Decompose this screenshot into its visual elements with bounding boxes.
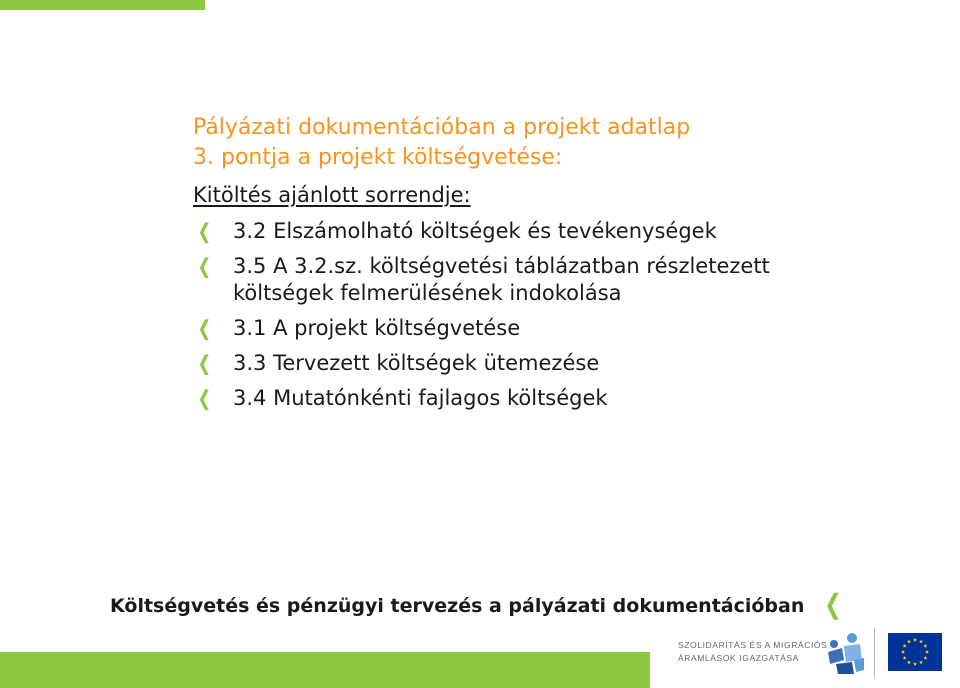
list-item	[193, 253, 833, 307]
list-item	[193, 218, 833, 245]
list-item	[193, 315, 833, 342]
slide-title-line-1: Pályázati dokumentációban a projekt adatlap	[193, 115, 691, 140]
list-item-text: 3.5 A 3.2.sz. költségvetési táblázatban részletezett költségek felmerülésének indokolása	[233, 254, 770, 305]
slide-title	[193, 113, 690, 173]
footer-divider	[874, 628, 875, 678]
list-item	[193, 350, 833, 377]
list-item-text: 3.3 Tervezett költségek ütemezése	[233, 351, 600, 375]
footer-title: Költségvetés és pénzügyi tervezés a pályázati dokumentációban	[110, 595, 805, 617]
list-item-text: 3.2 Elszámolható költségek és tevékenységek	[233, 219, 717, 243]
chevron-left-icon: ❬	[196, 316, 213, 340]
agency-logo-text	[678, 639, 827, 665]
slide-title-line-2: 3. pontja a projekt költségvetése:	[193, 145, 563, 170]
chevron-left-icon: ❬	[196, 386, 213, 410]
chevron-left-icon: ❬	[196, 219, 213, 243]
list-item	[193, 385, 833, 412]
agency-logo-text-line-2: ÁRAMLÁSOK IGAZGATÁSA	[678, 653, 799, 663]
chevron-left-icon: ❬	[196, 351, 213, 375]
top-left-accent-stripe	[0, 0, 205, 10]
bottom-accent-bar	[0, 652, 650, 688]
list-item-text: 3.4 Mutatónkénti fajlagos költségek	[233, 386, 608, 410]
item-list	[193, 218, 833, 412]
slide-subtitle: Kitöltés ajánlott sorrendje:	[193, 183, 471, 207]
list-item-text: 3.1 A projekt költségvetése	[233, 316, 521, 340]
migration-agency-logo-icon	[822, 630, 868, 676]
chevron-left-icon: ❬	[822, 590, 844, 620]
agency-logo-text-line-1: SZOLIDARITÁS ÉS A MIGRÁCIÓS	[678, 640, 828, 650]
chevron-left-icon: ❬	[196, 254, 213, 278]
eu-flag-icon	[888, 633, 942, 671]
